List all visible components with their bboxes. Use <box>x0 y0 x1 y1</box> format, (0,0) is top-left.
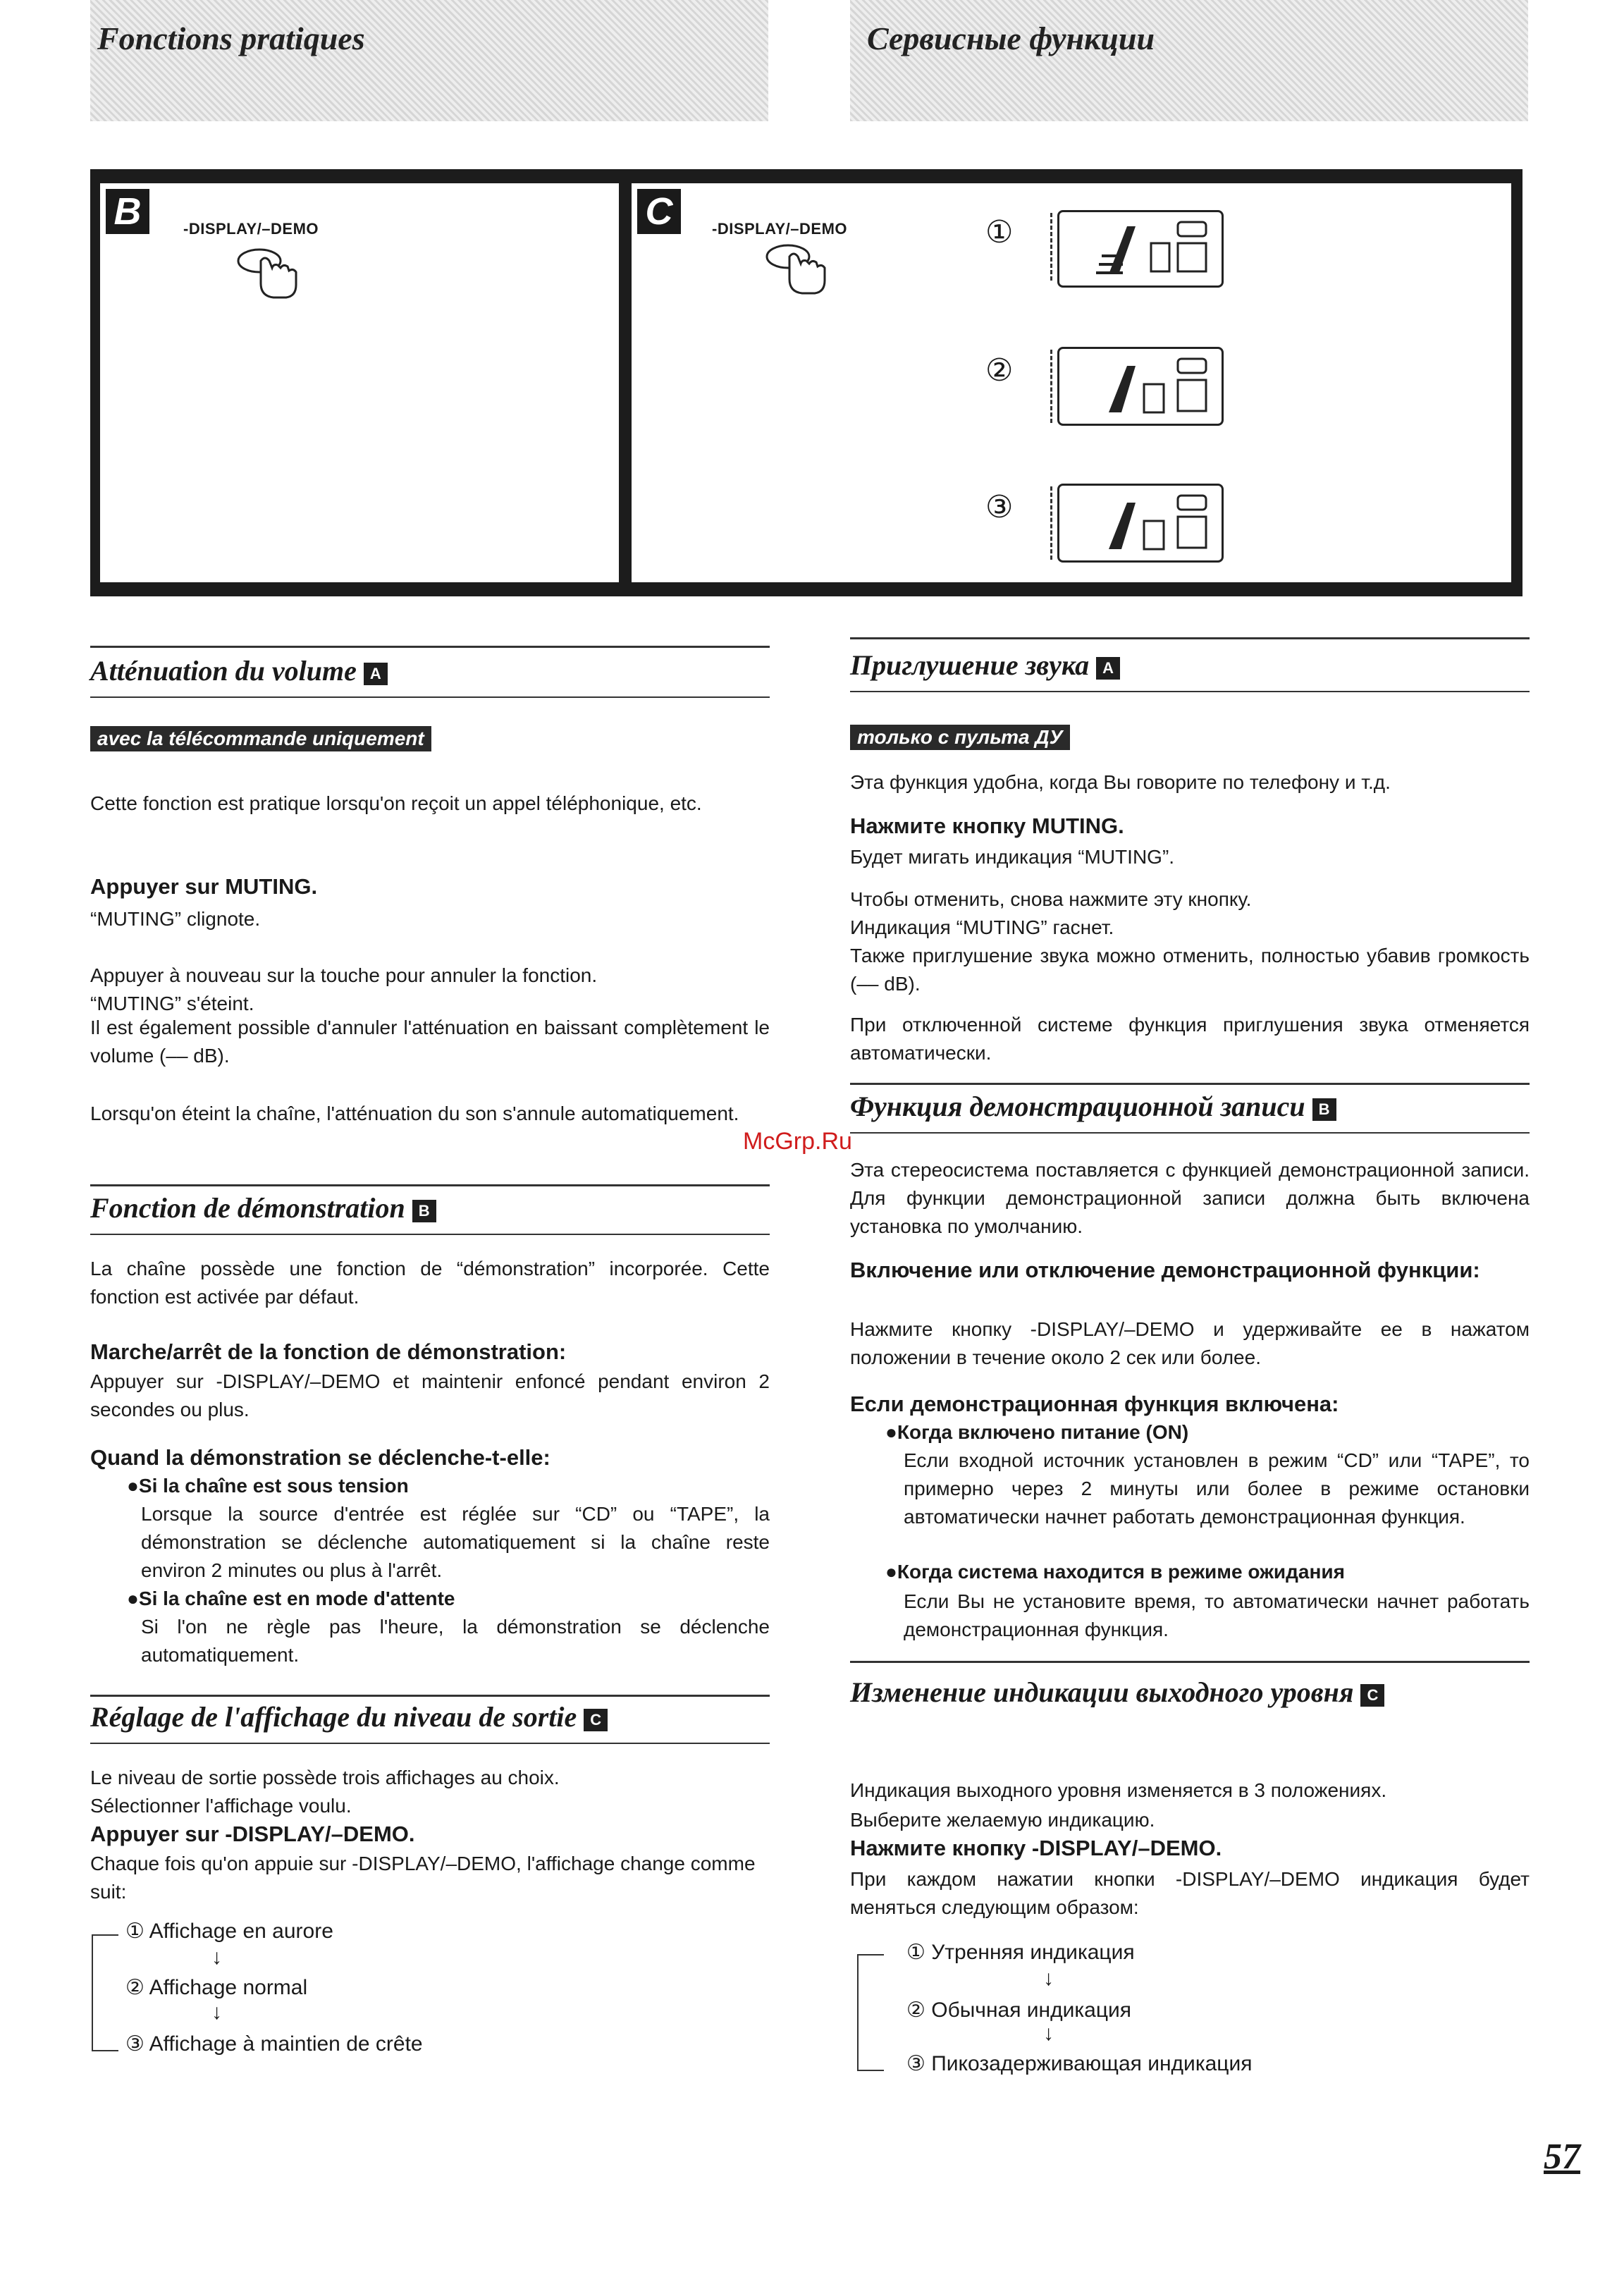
ru-mute-auto: При отключенной системе функция приглушения звука отменяется автоматически. <box>850 1014 1530 1064</box>
section-rule <box>850 691 1530 692</box>
fr-mute-intro: Cette fonction est pratique lorsqu'on reçoit un appel téléphonique, etc. <box>90 792 702 814</box>
ru-mute-cancel1: Чтобы отменить, снова нажмите эту кнопку. <box>850 888 1252 910</box>
fr-level-option3: ③ Affichage à maintien de crête <box>125 2032 423 2056</box>
ru-demo-bullet2-text: Если Вы не установите время, то автоматически начнет работать демонстрационная функция. <box>904 1590 1530 1640</box>
fr-demo-bullet2: ●Si la chaîne est en mode d'attente <box>127 1588 455 1609</box>
dashed-connector <box>1050 350 1052 423</box>
ru-mute-action: Нажмите кнопку MUTING. <box>850 813 1124 838</box>
section-rule <box>90 1184 770 1186</box>
section-rule <box>90 646 770 648</box>
header-title-fr: Fonctions pratiques <box>97 20 365 56</box>
flow-loop-line <box>857 1954 884 2071</box>
section-rule <box>850 637 1530 639</box>
fr-demo-bullet2-text: Si l'on ne règle pas l'heure, la démonstration se déclenche automatiquement. <box>141 1616 770 1666</box>
fr-mute-title <box>90 654 388 687</box>
level-meter-graphic <box>1059 349 1222 424</box>
header-title-ru: Сервисные функции <box>867 20 1155 56</box>
fr-demo-intro: La chaîne possède une fonction de “démonstration” incorporée. Cette fonction est activée par défaut. <box>90 1258 770 1308</box>
ru-demo-bullet1: ●Когда включено питание (ON) <box>885 1421 1189 1443</box>
flow-loop-line <box>92 1934 118 2051</box>
section-title-text: Réglage de l'affichage du niveau de sortie <box>90 1701 577 1733</box>
section-badge: C <box>1360 1684 1384 1707</box>
ru-demo-intro: Эта стереосистема поставляется с функцией демонстрационной записи. Для функции демонстрационной записи должна быть включена установка по умолчанию. <box>850 1159 1530 1237</box>
press-finger-icon <box>761 235 832 299</box>
section-rule <box>850 1661 1530 1663</box>
fr-mute-auto: Lorsqu'on éteint la chaîne, l'atténuation du son s'annule automatiquement. <box>90 1103 739 1124</box>
section-rule <box>850 1132 1530 1134</box>
ru-demo-sub1-text: Нажмите кнопку -DISPLAY/–DEMO и удерживайте ее в нажатом положении в течение около 2 сек или более. <box>850 1318 1530 1368</box>
level-meter-graphic <box>1059 486 1222 560</box>
ru-demo-sub1: Включение или отключение демонстрационной функции: <box>850 1258 1480 1282</box>
flow-arrow: ↓ <box>1043 2022 1054 2045</box>
figure-panel-b <box>100 183 619 582</box>
fr-level-intro2: Sélectionner l'affichage voulu. <box>90 1795 352 1817</box>
section-rule <box>90 696 770 698</box>
ru-level-intro2: Выберите желаемую индикацию. <box>850 1809 1155 1831</box>
section-title-text: Fonction de démonstration <box>90 1192 405 1224</box>
fr-level-option2: ② Affichage normal <box>125 1976 308 1999</box>
step-number-1: ① <box>985 215 1014 250</box>
ru-level-action: Нажмите кнопку -DISPLAY/–DEMO. <box>850 1836 1222 1860</box>
ru-mute-blink: Будет мигать индикация “MUTING”. <box>850 846 1175 868</box>
display-normal <box>1057 347 1224 426</box>
press-finger-icon <box>233 240 303 303</box>
ru-demo-bullet2: ●Когда система находится в режиме ожидания <box>885 1561 1345 1583</box>
fr-demo-bullet1: ●Si la chaîne est sous tension <box>127 1475 409 1497</box>
page-number: 57 <box>1544 2137 1580 2177</box>
flow-arrow: ↓ <box>211 1946 222 1969</box>
ru-demo-title <box>850 1090 1336 1123</box>
ru-level-option3: ③ Пикозадерживающая индикация <box>906 2052 1253 2075</box>
section-rule <box>850 1083 1530 1085</box>
level-meter-graphic <box>1059 212 1222 286</box>
step-number-2: ② <box>985 353 1014 388</box>
ru-level-title <box>850 1671 1530 1714</box>
ru-level-option1: ① Утренняя индикация <box>906 1941 1135 1964</box>
fr-level-title <box>90 1700 608 1733</box>
display-peak-hold <box>1057 484 1224 563</box>
ru-level-option2: ② Обычная индикация <box>906 1998 1132 2022</box>
section-title-text: Приглушение звука <box>850 649 1090 681</box>
watermark: McGrp.Ru <box>743 1128 852 1155</box>
fr-demo-bullet1-text: Lorsque la source d'entrée est réglée sur “CD” ou “TAPE”, la démonstration se déclenche automatiquement si la chaîne reste environ 2 minutes ou plus à l'arrêt. <box>141 1503 770 1581</box>
display-aurora <box>1057 210 1224 288</box>
ru-mute-cancel3: Также приглушение звука можно отменить, полностью убавив громкость (–– dB). <box>850 945 1530 995</box>
fr-level-option1: ① Affichage en aurore <box>125 1920 333 1943</box>
fr-level-each: Chaque fois qu'on appuie sur -DISPLAY/–DEMO, l'affichage change comme suit: <box>90 1853 756 1903</box>
step-number-3: ③ <box>985 490 1014 524</box>
section-badge: B <box>1312 1098 1336 1121</box>
ru-mute-intro: Эта функция удобна, когда Вы говорите по телефону и т.д. <box>850 771 1391 793</box>
fr-demo-sub2: Quand la démonstration se déclenche-t-elle: <box>90 1445 550 1470</box>
remote-only-tag: только с пульта ДУ <box>850 725 1070 750</box>
panel-b-button-label: -DISPLAY/–DEMO <box>183 220 319 238</box>
fr-demo-sub1: Marche/arrêt de la fonction de démonstration: <box>90 1339 567 1364</box>
fr-mute-cancel1: Appuyer à nouveau sur la touche pour annuler la fonction. <box>90 964 598 986</box>
ru-mute-title <box>850 649 1120 682</box>
ru-demo-sub2: Если демонстрационная функция включена: <box>850 1392 1339 1416</box>
section-badge: C <box>584 1709 608 1731</box>
panel-letter-b: B <box>106 189 149 234</box>
section-badge: A <box>364 663 388 685</box>
fr-demo-title <box>90 1191 436 1224</box>
flow-arrow: ↓ <box>1043 1967 1054 1990</box>
ru-level-each: При каждом нажатии кнопки -DISPLAY/–DEMO индикация будет меняться следующим образом: <box>850 1868 1530 1918</box>
dashed-connector <box>1050 213 1052 281</box>
section-title-text: Изменение индикации выходного уровня <box>850 1676 1354 1708</box>
ru-mute-cancel2: Индикация “MUTING” гаснет. <box>850 916 1114 938</box>
section-badge: A <box>1096 657 1120 680</box>
fr-demo-sub1-text: Appuyer sur -DISPLAY/–DEMO et maintenir enfoncé pendant environ 2 secondes ou plus. <box>90 1370 770 1420</box>
section-badge: B <box>412 1200 436 1222</box>
section-rule <box>90 1234 770 1235</box>
dashed-connector <box>1050 486 1052 560</box>
section-title-text: Atténuation du volume <box>90 655 357 687</box>
section-rule <box>90 1695 770 1697</box>
ru-level-intro1: Индикация выходного уровня изменяется в 3 положениях. <box>850 1779 1387 1801</box>
panel-letter-c: C <box>637 189 681 234</box>
fr-mute-blink: “MUTING” clignote. <box>90 908 261 930</box>
section-rule <box>90 1743 770 1744</box>
fr-mute-action: Appuyer sur MUTING. <box>90 874 318 899</box>
header-band-fr <box>90 0 768 121</box>
ru-demo-bullet1-text: Если входной источник установлен в режим “CD” или “TAPE”, то примерно через 2 минуты или более в режиме остановки автоматически начнет работать демонстрационная функция. <box>904 1449 1530 1528</box>
fr-mute-cancel3: Il est également possible d'annuler l'atténuation en baissant complètement le volume (–– dB). <box>90 1017 770 1067</box>
fr-mute-cancel2: “MUTING” s'éteint. <box>90 993 254 1014</box>
remote-only-tag: avec la télécommande uniquement <box>90 726 431 751</box>
header-band-ru <box>850 0 1528 121</box>
fr-level-action: Appuyer sur -DISPLAY/–DEMO. <box>90 1822 415 1846</box>
flow-arrow: ↓ <box>211 2001 222 2024</box>
section-title-text: Функция демонстрационной записи <box>850 1091 1305 1122</box>
panel-c-button-label: -DISPLAY/–DEMO <box>712 220 848 238</box>
fr-level-intro1: Le niveau de sortie possède trois affichages au choix. <box>90 1767 560 1788</box>
